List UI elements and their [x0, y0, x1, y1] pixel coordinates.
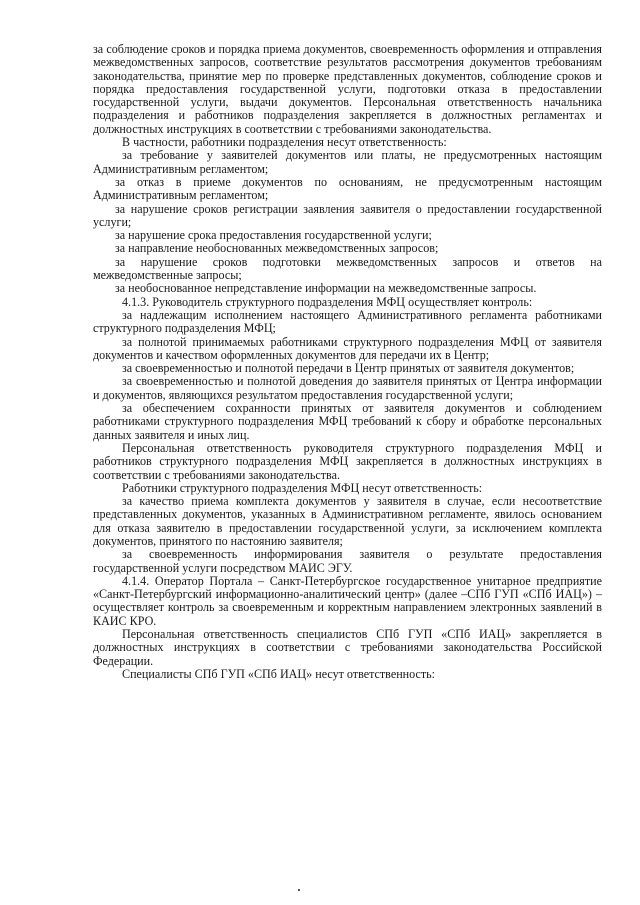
paragraph: за обеспечением сохранности принятых от заявителя документов и соблюдением работниками структурного подразделения МФЦ требований к сбору и обработке персональных данных заявителя и иных лиц. — [93, 401, 602, 442]
paragraph: за нарушение сроков подготовки межведомственных запросов и ответов на межведомственные запросы; — [93, 254, 602, 283]
paragraph: за своевременностью и полнотой доведения до заявителя принятых от Центра информации и документов, являющихся результатом предоставления государственной услуги; — [93, 374, 602, 402]
paragraph: за нарушение сроков регистрации заявления заявителя о предоставлении государственной услуги; — [93, 201, 602, 229]
paragraph: Специалисты СПб ГУП «СПб ИАЦ» несут ответственность: — [122, 666, 436, 681]
paragraph: за надлежащим исполнением настоящего Административного регламента работниками структурного подразделения МФЦ; — [93, 307, 602, 336]
paragraph: за необоснованное непредставление информации на межведомственные запросы. — [115, 281, 537, 296]
paragraph: за своевременность информирования заявителя о результате предоставления государственной услуги посредством МАИС ЭГУ. — [93, 547, 602, 575]
paragraph: В частности, работники подразделения несут ответственность: — [122, 135, 447, 150]
paragraph: за нарушение срока предоставления государственной услуги; — [115, 228, 432, 243]
section-heading: 4.1.4. Оператор Портала – Санкт-Петербургское государственное унитарное предприятие «Санкт-Петербургский информационно-аналитический центр» (далее –СПб ГУП «СПб ИАЦ») – осуществляет контроль за своевременным и корректным направлением электронных заявлений в КАИС КРО. — [93, 573, 602, 628]
section-heading: 4.1.3. Руководитель структурного подразделения МФЦ осуществляет контроль: — [122, 294, 533, 309]
paragraph: за требование у заявителей документов или платы, не предусмотренных настоящим Административным регламентом; — [93, 148, 602, 176]
paragraph: Персональная ответственность руководителя структурного подразделения МФЦ и работников структурного подразделения МФЦ закрепляется в должностных инструкциях в соответствии с требованиями законодательства. — [93, 440, 602, 482]
paragraph: за направление необоснованных межведомственных запросов; — [115, 241, 439, 256]
paragraph: за отказ в приеме документов по основаниям, не предусмотренным настоящим Административным регламентом; — [93, 174, 602, 203]
scan-speck — [298, 889, 300, 891]
paragraph: за соблюдение сроков и порядка приема документов, своевременность оформления и отправления межведомственных запросов, соответствие результатов рассмотрения документов требованиям законодательства, принятие мер по проверке представленных документов, соблюдение сроков и порядка предоставления государственной услуги, подготовки отказа в предоставлении государственной услуги, выдачи документов. Персональная ответственность начальника подразделения и работников подразделения закрепляется в должностных регламентах и должностных инструкциях в соответствии с требованиями законодательства. — [93, 42, 602, 136]
paragraph: Персональная ответственность специалистов СПб ГУП «СПб ИАЦ» закрепляется в должностных инструкциях в соответствии с требованиями законодательства Российской Федерации. — [93, 627, 602, 668]
paragraph: за своевременностью и полнотой передачи в Центр принятых от заявителя документов; — [122, 361, 575, 376]
document-body — [93, 43, 602, 681]
paragraph: за полнотой принимаемых работниками структурного подразделения МФЦ от заявителя документов и качеством оформленных документов для передачи их в Центр; — [93, 334, 602, 362]
paragraph: за качество приема комплекта документов у заявителя в случае, если несоответствие представленных документов, указанных в Административном регламенте, явилось основанием для отказа заявителю в предоставлении государственной услуги, за исключением комплекта документов, принятого по настоянию заявителя; — [93, 494, 602, 548]
paragraph: Работники структурного подразделения МФЦ несут ответственность: — [122, 480, 483, 495]
